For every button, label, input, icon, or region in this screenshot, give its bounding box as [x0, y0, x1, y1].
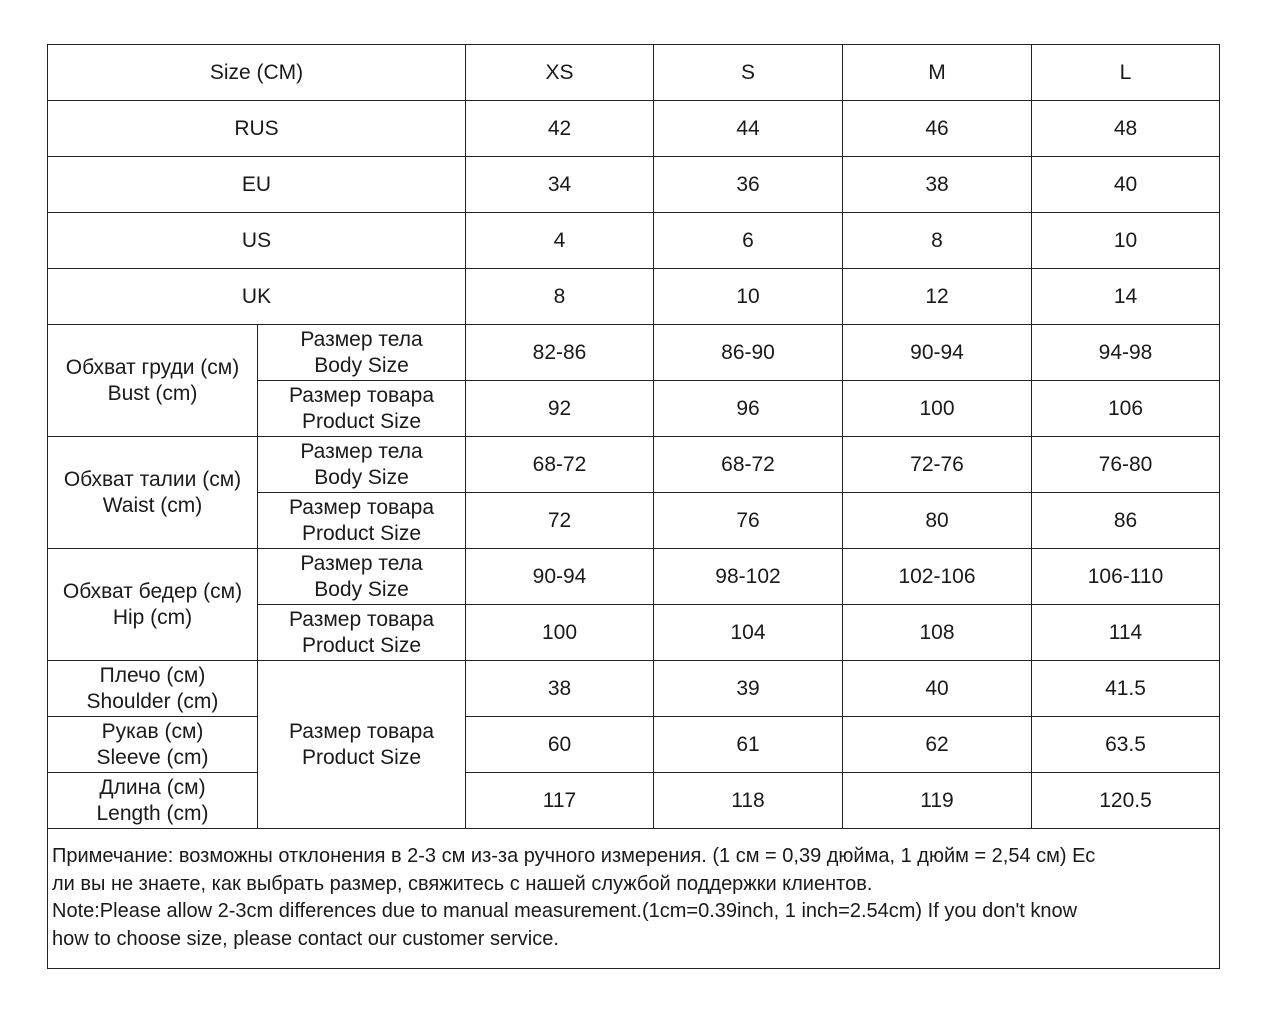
product-size-label-en: Product Size [301, 745, 422, 769]
hip-label [48, 549, 258, 661]
us-s: 6 [654, 213, 843, 269]
hip-product-m: 108 [843, 605, 1032, 661]
size-header-label: Size (CM) [48, 45, 466, 101]
bust-label [48, 325, 258, 437]
waist-label [48, 437, 258, 549]
rus-label: RUS [48, 101, 466, 157]
size-xs-header: XS [466, 45, 654, 101]
hip-product-l: 114 [1032, 605, 1220, 661]
bust-body-m: 90-94 [843, 325, 1032, 381]
hip-body-xs: 90-94 [466, 549, 654, 605]
hip-label-en: Hip (cm) [112, 605, 193, 629]
shoulder-label [48, 661, 258, 717]
sleeve-xs: 60 [466, 717, 654, 773]
product-size-label-en: Product Size [301, 409, 422, 433]
rus-row [48, 101, 1220, 157]
eu-label: EU [48, 157, 466, 213]
note-en-line2: how to choose size, please contact our customer service. [52, 927, 559, 950]
size-s-header: S [654, 45, 843, 101]
waist-body-xs: 68-72 [466, 437, 654, 493]
eu-xs: 34 [466, 157, 654, 213]
note-ru-line2: ли вы не знаете, как выбрать размер, свяжитесь с нашей службой поддержки клиентов. [52, 872, 873, 895]
body-size-label-ru: Размер тела [300, 551, 423, 575]
rus-s: 44 [654, 101, 843, 157]
product-size-label-ru: Размер товара [288, 607, 435, 631]
eu-m: 38 [843, 157, 1032, 213]
header-row [48, 45, 1220, 101]
waist-product-s: 76 [654, 493, 843, 549]
length-row [48, 773, 1220, 829]
sleeve-label-en: Sleeve (cm) [96, 745, 209, 769]
waist-product-l: 86 [1032, 493, 1220, 549]
length-label-ru: Длина (см) [99, 775, 206, 799]
note-text [48, 829, 1220, 969]
bust-body-row [48, 325, 1220, 381]
shoulder-row [48, 661, 1220, 717]
bust-body-xs: 82-86 [466, 325, 654, 381]
waist-label-en: Waist (cm) [102, 493, 203, 517]
hip-body-l: 106-110 [1032, 549, 1220, 605]
length-label [48, 773, 258, 829]
eu-row [48, 157, 1220, 213]
product-size-label-ru: Размер товара [288, 495, 435, 519]
product-size-label-en: Product Size [301, 633, 422, 657]
bust-label-en: Bust (cm) [107, 381, 198, 405]
uk-xs: 8 [466, 269, 654, 325]
us-label: US [48, 213, 466, 269]
product-size-label [258, 381, 466, 437]
hip-body-s: 98-102 [654, 549, 843, 605]
waist-body-s: 68-72 [654, 437, 843, 493]
length-l: 120.5 [1032, 773, 1220, 829]
length-s: 118 [654, 773, 843, 829]
product-size-label [258, 493, 466, 549]
us-l: 10 [1032, 213, 1220, 269]
shoulder-label-en: Shoulder (cm) [86, 689, 219, 713]
body-size-label-en: Body Size [314, 353, 409, 377]
waist-label-ru: Обхват талии (см) [63, 467, 242, 491]
uk-l: 14 [1032, 269, 1220, 325]
sleeve-s: 61 [654, 717, 843, 773]
uk-row [48, 269, 1220, 325]
waist-body-l: 76-80 [1032, 437, 1220, 493]
bust-body-s: 86-90 [654, 325, 843, 381]
us-xs: 4 [466, 213, 654, 269]
eu-l: 40 [1032, 157, 1220, 213]
us-row [48, 213, 1220, 269]
bust-label-ru: Обхват груди (см) [65, 355, 240, 379]
size-chart-table [47, 44, 1220, 969]
length-m: 119 [843, 773, 1032, 829]
bust-product-s: 96 [654, 381, 843, 437]
waist-body-m: 72-76 [843, 437, 1032, 493]
hip-body-m: 102-106 [843, 549, 1032, 605]
product-size-label-en: Product Size [301, 521, 422, 545]
rus-m: 46 [843, 101, 1032, 157]
size-m-header: M [843, 45, 1032, 101]
shoulder-l: 41.5 [1032, 661, 1220, 717]
product-size-label-ru: Размер товара [288, 383, 435, 407]
bust-product-m: 100 [843, 381, 1032, 437]
shoulder-s: 39 [654, 661, 843, 717]
body-size-label-ru: Размер тела [300, 327, 423, 351]
sleeve-label-ru: Рукав (см) [101, 719, 204, 743]
hip-body-row [48, 549, 1220, 605]
length-label-en: Length (cm) [96, 801, 209, 825]
waist-product-m: 80 [843, 493, 1032, 549]
hip-product-s: 104 [654, 605, 843, 661]
product-size-label-ru: Размер товара [288, 719, 435, 743]
bust-product-l: 106 [1032, 381, 1220, 437]
uk-s: 10 [654, 269, 843, 325]
body-size-label [258, 325, 466, 381]
product-size-label [258, 661, 466, 829]
waist-body-row [48, 437, 1220, 493]
size-l-header: L [1032, 45, 1220, 101]
hip-product-xs: 100 [466, 605, 654, 661]
body-size-label [258, 549, 466, 605]
uk-label: UK [48, 269, 466, 325]
bust-product-xs: 92 [466, 381, 654, 437]
eu-s: 36 [654, 157, 843, 213]
rus-xs: 42 [466, 101, 654, 157]
bust-body-l: 94-98 [1032, 325, 1220, 381]
note-ru-line1: Примечание: возможны отклонения в 2-3 см из-за ручного измерения. (1 см = 0,39 дюйма, 1 дюйм = 2,54 см) Ес [52, 845, 1096, 867]
sleeve-m: 62 [843, 717, 1032, 773]
shoulder-xs: 38 [466, 661, 654, 717]
sleeve-l: 63.5 [1032, 717, 1220, 773]
body-size-label [258, 437, 466, 493]
shoulder-m: 40 [843, 661, 1032, 717]
waist-product-xs: 72 [466, 493, 654, 549]
sleeve-row [48, 717, 1220, 773]
note-en-line1: Note:Please allow 2-3cm differences due to manual measurement.(1cm=0.39inch, 1 inch=2.54cm) If you don't know [52, 900, 1078, 922]
length-xs: 117 [466, 773, 654, 829]
product-size-label [258, 605, 466, 661]
body-size-label-en: Body Size [314, 577, 409, 601]
body-size-label-en: Body Size [314, 465, 409, 489]
hip-label-ru: Обхват бедер (см) [62, 579, 243, 603]
us-m: 8 [843, 213, 1032, 269]
uk-m: 12 [843, 269, 1032, 325]
sleeve-label [48, 717, 258, 773]
rus-l: 48 [1032, 101, 1220, 157]
body-size-label-ru: Размер тела [300, 439, 423, 463]
shoulder-label-ru: Плечо (см) [99, 663, 206, 687]
note-row [48, 829, 1220, 969]
